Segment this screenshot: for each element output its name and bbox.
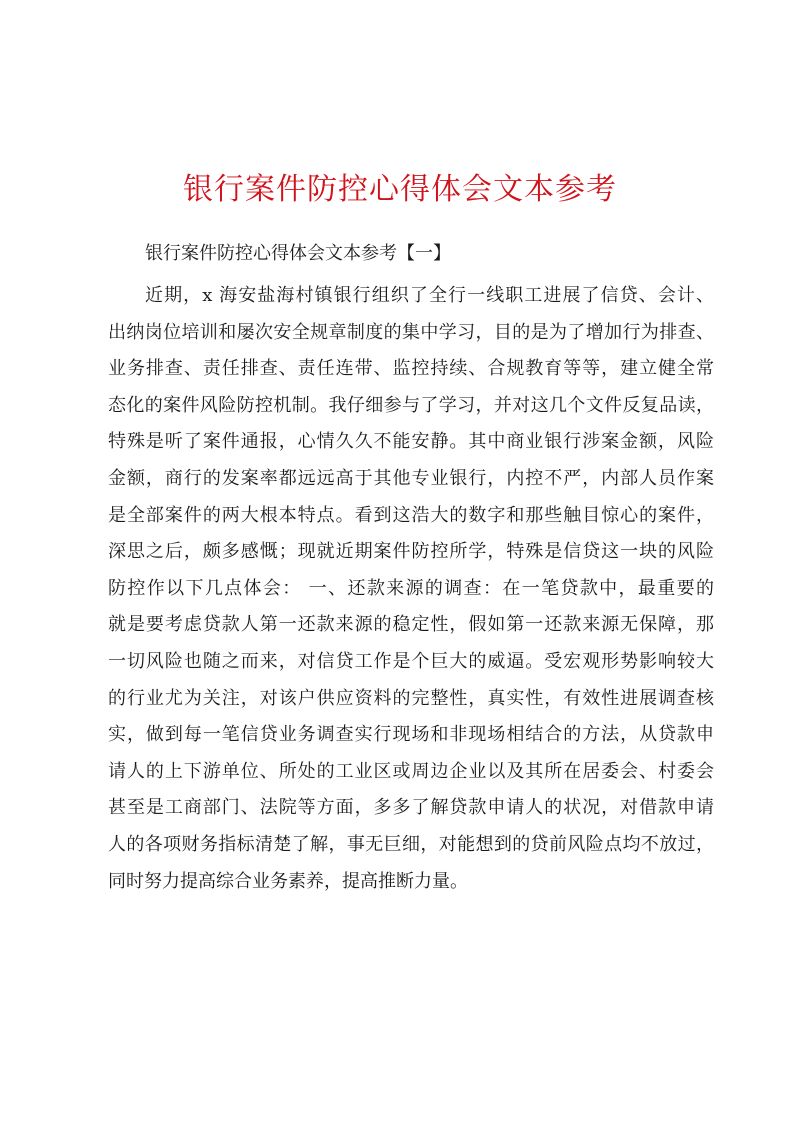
text-line: 出纳岗位培训和屡次安全规章制度的集中学习，目的是为了增加行为排查、: [108, 321, 714, 343]
text-line: 业务排查、责任排查、责任连带、监控持续、合规教育等等，建立健全常: [108, 358, 714, 380]
body-paragraph: [108, 278, 714, 900]
text-line: 实，做到每一笔信贷业务调查实行现场和非现场相结合的方法，从贷款申: [108, 724, 714, 746]
document-title: 银行案件防控心得体会文本参考: [183, 172, 617, 207]
text-line: 防控作以下几点体会： 一、还款来源的调查：在一笔贷款中，最重要的: [108, 577, 714, 599]
text-line: 一切风险也随之而来，对信贷工作是个巨大的威逼。受宏观形势影响较大: [108, 650, 714, 672]
text-line: 甚至是工商部门、法院等方面，多多了解贷款申请人的状况，对借款申请: [108, 797, 714, 819]
text-line: 同时努力提高综合业务素养，提高推断力量。: [108, 870, 468, 892]
text-line: 请人的上下游单位、所处的工业区或周边企业以及其所在居委会、村委会: [108, 760, 714, 782]
text-line: 深思之后，颇多感慨；现就近期案件防控所学，特殊是信贷这一块的风险: [108, 541, 714, 563]
text-line: 近期，x 海安盐海村镇银行组织了全行一线职工进展了信贷、会计、: [145, 285, 714, 306]
text-line: 就是要考虑贷款人第一还款来源的稳定性，假如第一还款来源无保障，那: [108, 614, 714, 636]
text-line: 的行业尤为关注，对该户供应资料的完整性，真实性，有效性进展调查核: [108, 687, 714, 709]
text-line: 态化的案件风险防控机制。我仔细参与了学习，并对这几个文件反复品读，: [108, 394, 714, 416]
section-subtitle: 银行案件防控心得体会文本参考【一】: [145, 243, 451, 264]
text-line: 是全部案件的两大根本特点。看到这浩大的数字和那些触目惊心的案件，: [108, 504, 714, 526]
text-line: 特殊是听了案件通报，心情久久不能安静。其中商业银行涉案金额，风险: [108, 431, 714, 453]
text-line: 金额，商行的发案率都远远高于其他专业银行，内控不严，内部人员作案: [108, 467, 714, 489]
text-line: 人的各项财务指标清楚了解，事无巨细，对能想到的贷前风险点均不放过，: [108, 833, 714, 855]
